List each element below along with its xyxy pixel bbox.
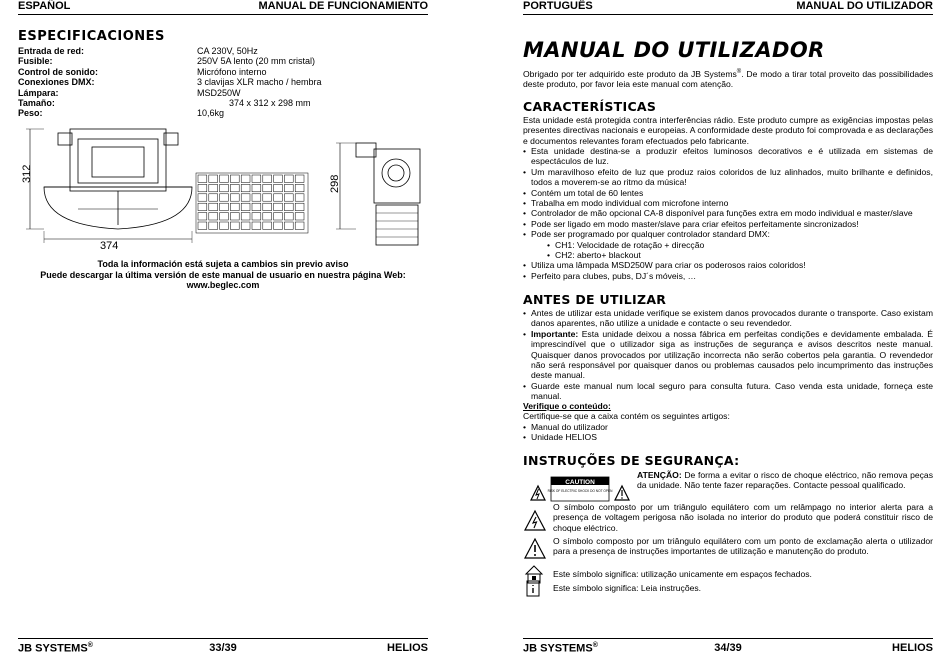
spec-row — [18, 77, 428, 87]
header-title: MANUAL DO UTILIZADOR — [796, 0, 933, 12]
before-use-heading: ANTES DE UTILIZAR — [523, 292, 667, 307]
spec-key: Lámpara: — [18, 87, 59, 98]
symbol-exclaim-text: O símbolo composto por um triângulo equilátero com um ponto de exclamação alerta o utilizador para a presença de instruções importantes de utilização e manutenção do produto. — [553, 536, 933, 557]
lens-cell — [241, 175, 250, 182]
list-item: • Controlador de mão opcional CA-8 disponível para funções extra em modo individual e master/slave — [523, 208, 933, 218]
lens-cell — [198, 194, 207, 201]
footer-brand: JB SYSTEMS — [18, 642, 88, 655]
dimension-drawing — [18, 125, 428, 250]
depth-dimension-label: 298 — [329, 174, 341, 193]
lens-cell — [295, 184, 304, 191]
check-list — [523, 422, 933, 443]
lens-cell — [284, 194, 293, 201]
list-item: • Manual do utilizador — [523, 422, 933, 432]
intro-paragraph — [523, 67, 933, 90]
dmx-channel-list — [531, 240, 933, 261]
symbol-lightning-text: O símbolo composto por um triângulo equilátero com um relâmpago no interior alerta para a presença de voltagem perigosa não isolada no interior do produto que poderá constituir risco de choque eléctrico. — [553, 502, 933, 533]
list-item: • Pode ser ligado em modo master/slave para criar efeitos perfeitamente sincronizados! — [523, 219, 933, 229]
spec-row — [18, 67, 428, 77]
page-header — [523, 0, 933, 15]
caution-text: CAUTION — [565, 479, 595, 486]
intro-text: Obrigado por ter adquirido este produto da JB Systems — [523, 68, 737, 79]
lens-cell — [295, 203, 304, 210]
spec-value: CA 230V, 50Hz — [197, 46, 258, 56]
lens-cell — [230, 222, 239, 229]
lens-cell — [295, 222, 304, 229]
lens-cell — [274, 175, 283, 182]
lens-cell — [220, 194, 229, 201]
lens-cell — [220, 203, 229, 210]
spec-value: MSD250W — [197, 87, 241, 98]
warning-paragraph — [637, 470, 933, 491]
lightning-triangle-icon — [523, 508, 547, 532]
important-text: Esta unidade deixou a nossa fábrica em perfeitas condições e devidamente embalada. É imprescindível que o utilizador siga as instruções de segurança e avisos descritos neste manual. Quaisquer danos provocados por utilização incorrecta não serão cobertos pela garantia. O revendedor não será responsável por quaisquer danos ou problemas causados pelo incumprimento das instruções deste manual. — [531, 328, 933, 381]
spec-key: Entrada de red: — [18, 46, 85, 56]
height-dimension-label: 312 — [21, 164, 33, 183]
intro-text-end: . De modo a tirar total proveito das possibilidades deste produto, por favor leia este manual com atenção. — [523, 68, 933, 90]
header-title: MANUAL DE FUNCIONAMIENTO — [258, 0, 428, 12]
left-page — [18, 0, 428, 654]
intro-reg: ® — [736, 69, 742, 75]
lens-cell — [241, 194, 250, 201]
spec-row — [18, 56, 428, 66]
lens-cell — [295, 175, 304, 182]
lens-cell — [263, 184, 272, 191]
lens-cell — [274, 213, 283, 220]
header-language: ESPAÑOL — [18, 0, 71, 12]
lens-cell — [198, 203, 207, 210]
footer-brand: JB SYSTEMS — [523, 642, 593, 655]
main-title: MANUAL DO UTILIZADOR — [523, 38, 825, 62]
read-instructions-icon — [523, 580, 543, 598]
lens-cell — [284, 175, 293, 182]
lens-cell — [263, 203, 272, 210]
right-page — [523, 0, 933, 654]
lens-cell — [263, 213, 272, 220]
lens-cells — [198, 175, 304, 229]
lens-cell — [230, 175, 239, 182]
lens-cell — [274, 184, 283, 191]
lens-cell — [198, 222, 207, 229]
lens-cell — [209, 175, 218, 182]
lens-cell — [220, 175, 229, 182]
lens-cell — [198, 213, 207, 220]
lens-cell — [274, 222, 283, 229]
lens-cell — [252, 213, 261, 220]
lens-cell — [284, 203, 293, 210]
lens-cell — [209, 194, 218, 201]
list-item: • Contém um total de 60 lentes — [523, 188, 933, 198]
check-intro: Certifique-se que a caixa contém os seguintes artigos: — [523, 411, 730, 422]
caution-small-text: RISK OF ELECTRIC SHOCK DO NOT OPEN — [547, 489, 613, 493]
spec-row — [18, 88, 428, 98]
lens-cell — [230, 213, 239, 220]
footer-product: HELIOS — [387, 642, 428, 654]
page-header — [18, 0, 428, 15]
caution-label-icon — [523, 473, 633, 503]
spec-value: 250V 5A lento (20 mm cristal) — [197, 56, 316, 67]
list-item: • Trabalha em modo individual com microfone interno — [523, 198, 933, 208]
dmx-channel: • CH1: Velocidade de rotação + direcção — [547, 240, 933, 250]
lens-cell — [252, 184, 261, 191]
features-list — [523, 146, 933, 281]
footer-reg: ® — [87, 642, 93, 649]
list-item — [523, 229, 933, 260]
spec-heading: ESPECIFICACIONES — [18, 29, 165, 44]
footer-product: HELIOS — [892, 642, 933, 654]
list-item: • Perfeito para clubes, pubs, DJ´s móveis, … — [523, 271, 933, 281]
lens-cell — [274, 194, 283, 201]
footer-page-number: 33/39 — [209, 642, 237, 654]
lens-cell — [252, 175, 261, 182]
spec-value: 374 x 312 x 298 mm — [229, 97, 311, 108]
lens-cell — [198, 184, 207, 191]
lens-cell — [274, 203, 283, 210]
lens-cell — [295, 194, 304, 201]
front-view — [44, 129, 192, 229]
lens-cell — [284, 184, 293, 191]
lens-cell — [252, 203, 261, 210]
lens-cell — [230, 203, 239, 210]
lens-cell — [241, 222, 250, 229]
lens-cell — [209, 222, 218, 229]
page-footer — [18, 638, 428, 655]
warning-label: ATENÇÃO: — [637, 470, 682, 480]
footer-reg: ® — [592, 642, 598, 649]
spec-value: 3 clavijas XLR macho / hembra — [197, 77, 322, 88]
check-heading: Verifique o conteúdo: — [523, 401, 611, 411]
spec-row — [18, 46, 428, 56]
dmx-intro: Pode ser programado por qualquer controlador standard DMX: — [531, 229, 770, 240]
list-item: • Antes de utilizar esta unidade verifique se existem danos provocados durante o transporte. Caso existam danos aparentes, não utilize a unidade e contacte o seu revendedor. — [523, 308, 933, 329]
lens-cell — [198, 175, 207, 182]
lens-cell — [241, 184, 250, 191]
lens-cell — [252, 222, 261, 229]
exclamation-triangle-icon — [523, 536, 547, 560]
notice-line: Puede descargar la última versión de este manual de usuario en nuestra página Web: — [40, 269, 406, 280]
before-use-list — [523, 308, 933, 402]
important-label: Importante: — [531, 328, 579, 339]
lens-cell — [230, 184, 239, 191]
spec-row — [18, 98, 428, 108]
width-dimension-label: 374 — [100, 240, 119, 250]
side-view — [356, 143, 420, 245]
safety-heading: INSTRUÇÕES DE SEGURANÇA: — [523, 453, 740, 468]
features-heading: CARACTERÍSTICAS — [523, 99, 657, 114]
lens-cell — [209, 203, 218, 210]
symbol-indoor-text: Este símbolo significa: utilização unicamente em espaços fechados. — [553, 569, 812, 579]
lens-cell — [263, 175, 272, 182]
lens-cell — [209, 184, 218, 191]
lens-cell — [220, 184, 229, 191]
list-item — [523, 329, 933, 381]
lens-cell — [284, 222, 293, 229]
list-item: • Um maravilhoso efeito de luz que produz raios coloridos de luz alinhados, muito brilhante e definidos, todos a moverem-se ao ritmo da música! — [523, 167, 933, 188]
notice-url[interactable]: www.beglec.com — [186, 280, 260, 291]
dmx-channel: • CH2: aberto+ blackout — [547, 250, 933, 260]
spec-row — [18, 108, 428, 118]
lens-cell — [220, 213, 229, 220]
list-item: • Unidade HELIOS — [523, 432, 933, 442]
spec-key: Conexiones DMX: — [18, 77, 95, 88]
lens-cell — [263, 194, 272, 201]
spec-value: 10,6kg — [197, 108, 225, 119]
page-footer — [523, 638, 933, 655]
lens-cell — [295, 213, 304, 220]
list-item: • Esta unidade destina-se a produzir efeitos luminosos decorativos e é utilizada em sistemas de espectáculos de luz. — [523, 146, 933, 167]
list-item: • Guarde este manual num local seguro para consulta futura. Caso venda esta unidade, forneça este manual. — [523, 381, 933, 402]
spec-key: Fusible: — [18, 56, 53, 67]
footer-page-number: 34/39 — [714, 642, 742, 654]
spec-key: Tamaño: — [18, 97, 55, 108]
lens-cell — [263, 222, 272, 229]
warning-text: De forma a evitar o risco de choque eléctrico, não remova peças da unidade. Não tente fazer reparações. Contacte pessoal qualificado. — [637, 470, 933, 491]
notice-block — [18, 259, 428, 291]
spec-key: Control de sonido: — [18, 66, 98, 77]
lens-cell — [220, 222, 229, 229]
notice-line: Toda la información está sujeta a cambios sin previo aviso — [97, 259, 349, 269]
features-intro: Esta unidade está protegida contra interferências rádio. Este produto cumpre as exigências impostas pelas presentes directivas nacionais e europeias. A conformidade deste produto foi comprovada e as declarações e documentos relevantes foram efectuados pelo fabricante. — [523, 115, 933, 146]
header-language: PORTUGUÊS — [523, 0, 593, 12]
lens-cell — [284, 213, 293, 220]
spec-table — [18, 46, 428, 119]
spec-value: Micrófono interno — [197, 66, 267, 77]
lens-cell — [241, 203, 250, 210]
spec-key: Peso: — [18, 108, 43, 119]
check-contents-block — [523, 401, 933, 422]
lens-cell — [241, 213, 250, 220]
lens-cell — [209, 213, 218, 220]
list-item: • Utiliza uma lâmpada MSD250W para criar os poderosos raios coloridos! — [523, 260, 933, 270]
symbol-read-text: Este símbolo significa: Leia instruções. — [553, 583, 702, 593]
lens-cell — [252, 194, 261, 201]
lens-cell — [230, 194, 239, 201]
